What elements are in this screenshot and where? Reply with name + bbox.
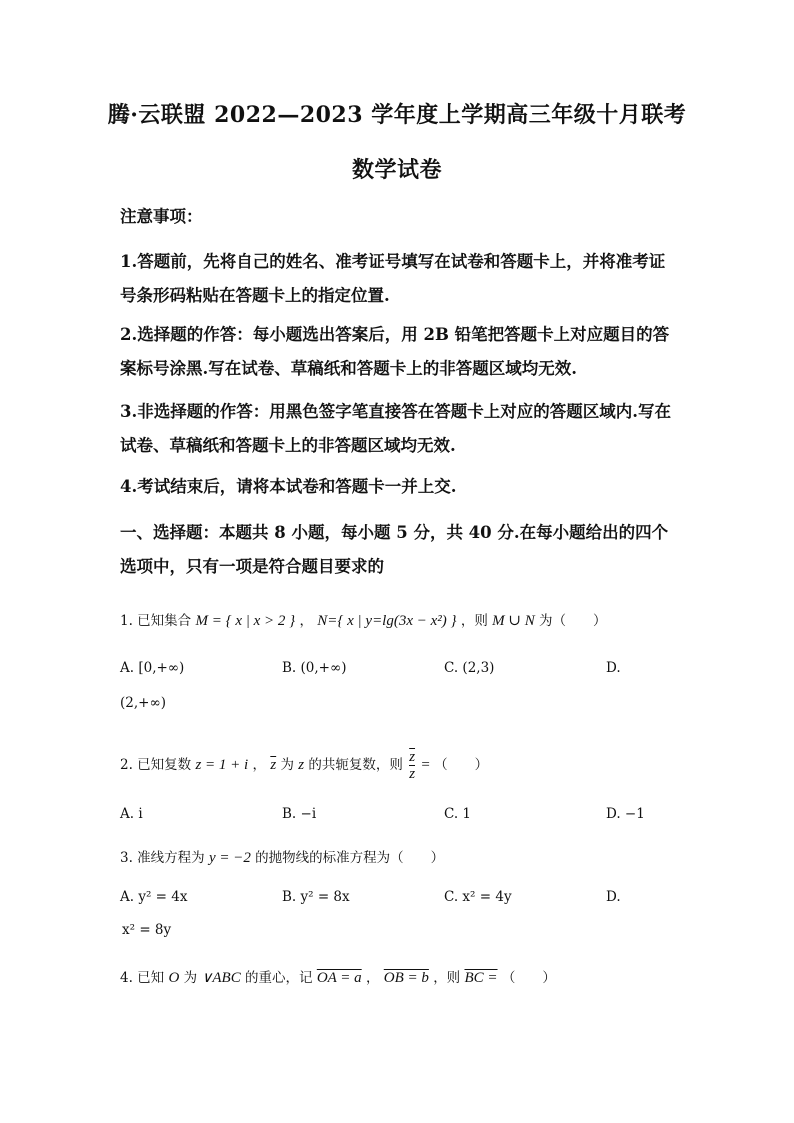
notice-1: 1.答题前，先将自己的姓名、准考证号填写在试卷和答题卡上，并将准考证号条形码粘贴在答题卡上的指定位置. bbox=[120, 252, 666, 305]
q2-option-a: A. i bbox=[120, 806, 143, 822]
q2-option-c: C. 1 bbox=[444, 806, 472, 822]
q1-union: M ∪ N bbox=[492, 613, 535, 629]
notice-2: 2.选择题的作答：每小题选出答案后，用 2B 铅笔把答题卡上对应题目的答案标号涂黑.写在试卷、草稿纸和答题卡上的非答题区域均无效. bbox=[120, 325, 670, 378]
q3-option-b: B. y² = 8x bbox=[282, 889, 350, 905]
q1-prefix: 1. 已知集合 bbox=[120, 613, 192, 629]
q3-directrix: y = −2 bbox=[208, 850, 251, 866]
q2-z-bar: $\overline{z}$ bbox=[270, 757, 277, 773]
q1-option-d-value: (2,+∞) bbox=[120, 695, 166, 711]
q2-mid2: 为 bbox=[280, 757, 294, 773]
exam-title: 腾·云联盟 2022—2023 学年度上学期高三年级十月联考 bbox=[107, 102, 687, 128]
q3-option-d-value: x² = 8y bbox=[122, 922, 172, 938]
q4-prefix: 4. 已知 bbox=[120, 970, 165, 986]
q2-fraction-denominator: z bbox=[409, 766, 416, 782]
q1-set-n: N={ x | y=lg(3x − x²) } bbox=[317, 613, 457, 629]
q2-prefix: 2. 已知复数 bbox=[120, 757, 192, 773]
question-4 bbox=[120, 966, 556, 987]
q4-mid1: 为 bbox=[183, 970, 198, 986]
q3-option-a: A. y² = 4x bbox=[120, 889, 188, 905]
q3-option-c: C. x² = 4y bbox=[444, 889, 512, 905]
q2-equals: = bbox=[421, 757, 430, 773]
q3-ask: 的抛物线的标准方程为（ ） bbox=[255, 850, 445, 866]
q3-prefix: 3. 准线方程为 bbox=[120, 850, 205, 866]
section-1-heading: 一、选择题：本题共 8 小题，每小题 5 分，共 40 分.在每小题给出的四个选项中，只有一项是符合题目要求的 bbox=[120, 523, 669, 576]
q2-option-d: D. −1 bbox=[606, 806, 645, 822]
q1-ask: 为（ ） bbox=[539, 613, 607, 629]
notice-3: 3.非选择题的作答：用黑色签字笔直接答在答题卡上对应的答题区域内.写在试卷、草稿纸和答题卡上的非答题区域均无效. bbox=[120, 402, 671, 455]
q1-option-a: A. [0,+∞) bbox=[120, 660, 185, 676]
q2-ask: （ ） bbox=[434, 757, 489, 773]
notice-4: 4.考试结束后，请将本试卷和答题卡一并上交. bbox=[120, 477, 457, 496]
question-2 bbox=[120, 749, 488, 782]
q2-fraction bbox=[409, 749, 415, 782]
q2-mid3: 的共轭复数，则 bbox=[308, 757, 403, 773]
q2-mid1: ， bbox=[252, 757, 267, 773]
q4-vector-ob: OB = b bbox=[383, 970, 429, 986]
q1-option-d: D. bbox=[606, 660, 621, 676]
exam-subtitle: 数学试卷 bbox=[351, 157, 442, 183]
q1-set-m: M = { x | x > 2 } bbox=[195, 613, 296, 629]
q4-mid2: 的重心，记 bbox=[245, 970, 313, 986]
q4-vector-oa: OA = a bbox=[316, 970, 362, 986]
q3-option-d: D. bbox=[606, 889, 621, 905]
q4-ask: （ ） bbox=[501, 970, 556, 986]
notice-heading: 注意事项： bbox=[120, 207, 203, 226]
q1-option-b: B. (0,+∞) bbox=[282, 660, 347, 676]
q4-vector-bc: BC = bbox=[464, 970, 498, 986]
q1-option-c: C. (2,3) bbox=[444, 660, 495, 676]
q2-option-b: B. −i bbox=[282, 806, 317, 822]
q2-fraction-numerator: $\overline{z}$ bbox=[409, 749, 416, 765]
q4-sep: ， bbox=[365, 970, 380, 986]
q1-tail: ，则 bbox=[460, 613, 488, 629]
q1-comma: ， bbox=[299, 613, 313, 629]
q2-z-def: z = 1 + i bbox=[195, 757, 249, 773]
q4-mid3: ，则 bbox=[433, 970, 461, 986]
q2-z: z bbox=[298, 757, 305, 773]
q4-triangle: ∨ABC bbox=[201, 970, 241, 986]
question-3 bbox=[120, 846, 444, 867]
question-1 bbox=[120, 609, 607, 630]
q4-point-o: O bbox=[168, 970, 180, 986]
